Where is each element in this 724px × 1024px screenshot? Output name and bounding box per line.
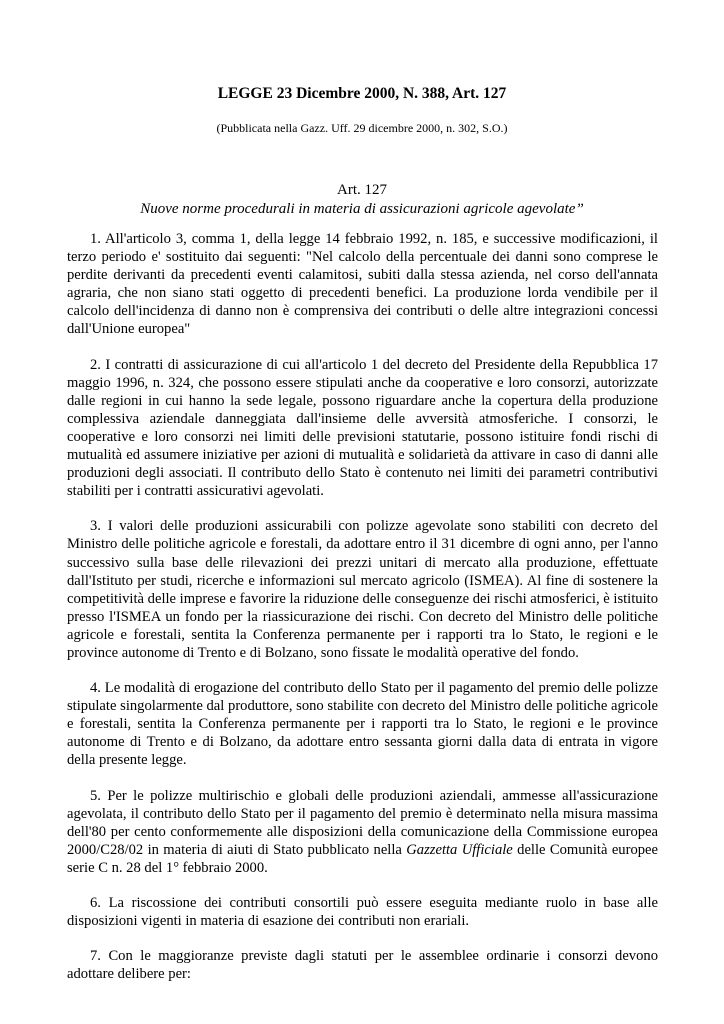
paragraph-3: 3. I valori delle produzioni assicurabili con polizze agevolate sono stabiliti con decreto del Ministro delle politiche agricole e forestali, da adottare entro il 31 dicembre di ogni anno, per l'anno successivo sulla base delle rilevazioni dei prezzi unitari di mercato alla produzione, effettuate dall'Istituto per studi, ricerche e informazioni sul mercato agricolo (ISMEA). Al fine di sostenere la competitività delle imprese e favorire la riduzione delle conseguenze dei rischi atmosferici, è istituito presso l'ISMEA un fondo per la riassicurazione dei rischi. Con decreto del Ministro delle politiche agricole e forestali, sentita la Conferenza permanente per i rapporti tra lo Stato, le regioni e le province autonome di Trento e di Bolzano, sono fissate le modalità operative del fondo.: [67, 518, 658, 661]
paragraph-2: 2. I contratti di assicurazione di cui all'articolo 1 del decreto del Presidente della Repubblica 17 maggio 1996, n. 324, che possono essere stipulati anche da cooperative e loro consorzi, autorizzate dalle regioni in cui hanno la sede legale, possono riguardare anche la copertura della produzione complessiva aziendale danneggiata dall'insieme delle avversità atmosferiche. I consorzi, le cooperative e loro consorzi nei limiti delle previsioni statutarie, possono istituire fondi rischi di mutualità ed assumere iniziative per azioni di mutualità e solidarietà da attivare in caso di danni alle produzioni degli associati. Il contributo dello Stato è contenuto nei limiti dei parametri contributivi stabiliti per i contratti assicurativi agevolati.: [67, 356, 658, 500]
paragraph-5: [67, 787, 658, 877]
paragraph-6: 6. La riscossione dei contributi consortili può essere eseguita mediante ruolo in base alle disposizioni vigenti in materia di esazione dei contributi non erariali.: [67, 895, 658, 930]
paragraph-1: 1. All'articolo 3, comma 1, della legge 14 febbraio 1992, n. 185, e successive modificazioni, il terzo periodo e' sostituito dai seguenti: "Nel calcolo della percentuale dei danni sono comprese le perdite derivanti da precedenti eventi calamitosi, subiti dalla stessa azienda, nel corso dell'annata agraria, che non siano stati oggetto di precedenti benefici. La produzione lorda vendibile per il calcolo dell'incidenza di danno non è comprensiva dei contributi o delle altre integrazioni concessi dall'Unione europea": [67, 231, 658, 338]
publication-note: (Pubblicata nella Gazz. Uff. 29 dicembre 2000, n. 302, S.O.): [216, 121, 508, 135]
paragraph-4: 4. Le modalità di erogazione del contributo dello Stato per il pagamento del premio delle polizze stipulate singolarmente dal produttore, sono stabilite con decreto del Ministro delle politiche agricole e forestali, sentita la Conferenza permanente per i rapporti tra lo Stato, le regioni e le province autonome di Trento e di Bolzano, da adottare entro sessanta giorni dalla data di entrata in vigore della presente legge.: [67, 680, 658, 769]
paragraph-7: 7. Con le maggioranze previste dagli statuti per le assemblee ordinarie i consorzi devono adottare delibere per:: [67, 948, 658, 983]
article-body: [67, 230, 658, 1000]
law-title: LEGGE 23 Dicembre 2000, N. 388, Art. 127: [217, 85, 507, 102]
gazzetta-ufficiale-ref: Gazzetta Ufficiale: [406, 841, 513, 858]
paragraph-5-text-b: delle Comunità europee serie C n. 28 del 1° febbraio 2000.: [67, 841, 658, 876]
article-heading: Nuove norme procedurali in materia di assicurazioni agricole agevolate”: [140, 201, 584, 217]
article-number: Art. 127: [337, 182, 387, 198]
paragraph-5-text-a: 5. Per le polizze multirischio e globali delle produzioni aziendali, ammesse all'assicurazione agevolata, il contributo dello Stato per il pagamento del premio è determinato nella misura massima dell'80 per cento conformemente alle disposizioni della comunicazione della Commissione europea 2000/C28/02 in materia di aiuti di Stato pubblicato nella: [67, 787, 658, 858]
